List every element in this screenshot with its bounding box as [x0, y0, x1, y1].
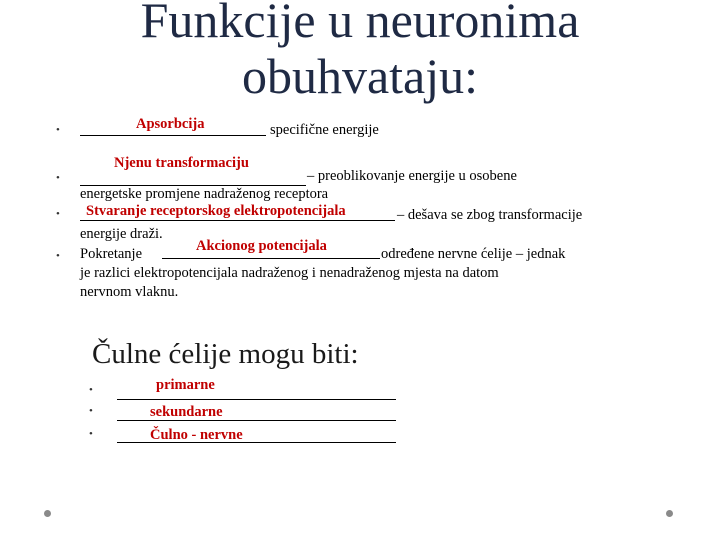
sub-answer-1: primarne	[156, 377, 215, 393]
bullet-4: •	[56, 250, 60, 262]
bullet-3: •	[56, 208, 60, 220]
slide-title	[60, 0, 660, 104]
sub-answer-2: sekundarne	[150, 404, 223, 420]
answer-1: Apsorbcija	[136, 116, 205, 132]
subtitle: Čulne ćelije mogu biti:	[92, 338, 359, 370]
answer-4: Akcionog potencijala	[196, 238, 327, 254]
corner-dot-left	[44, 510, 51, 517]
title-line-1: Funkcije u neuronima	[140, 0, 580, 48]
item-4-text-line2: je razlici elektropotencijala nadraženog i nenadraženog mjesta na datom	[80, 265, 499, 281]
blank-line-3	[80, 204, 395, 221]
sub-bullet-2: •	[89, 405, 93, 417]
sub-bullet-1: •	[89, 384, 93, 396]
sub-bullet-3: •	[89, 428, 93, 440]
bullet-2: •	[56, 172, 60, 184]
title-line-2: obuhvataju:	[241, 48, 479, 104]
answer-3: Stvaranje receptorskog elektropotencijala	[86, 203, 346, 219]
bullet-1: •	[56, 124, 60, 136]
answer-2: Njenu transformaciju	[114, 155, 249, 171]
item-2-text: – preoblikovanje energije u osobene	[307, 168, 517, 184]
blank-line-2	[80, 169, 306, 186]
item-4-text-after: određene nervne ćelije – jednak	[381, 246, 566, 262]
item-3-text: – dešava se zbog transformacije	[397, 207, 583, 223]
sub-answer-3: Čulno - nervne	[150, 427, 243, 443]
item-1-text: specifične energije	[270, 122, 379, 138]
corner-dot-right	[666, 510, 673, 517]
item-2-text-line2: energetske promjene nadraženog receptora	[80, 186, 329, 202]
item-4-text-line3: nervnom vlaknu.	[80, 284, 179, 300]
item-3-text-line2: energije draži.	[80, 226, 163, 242]
item-4-text-before: Pokretanje	[80, 246, 143, 262]
